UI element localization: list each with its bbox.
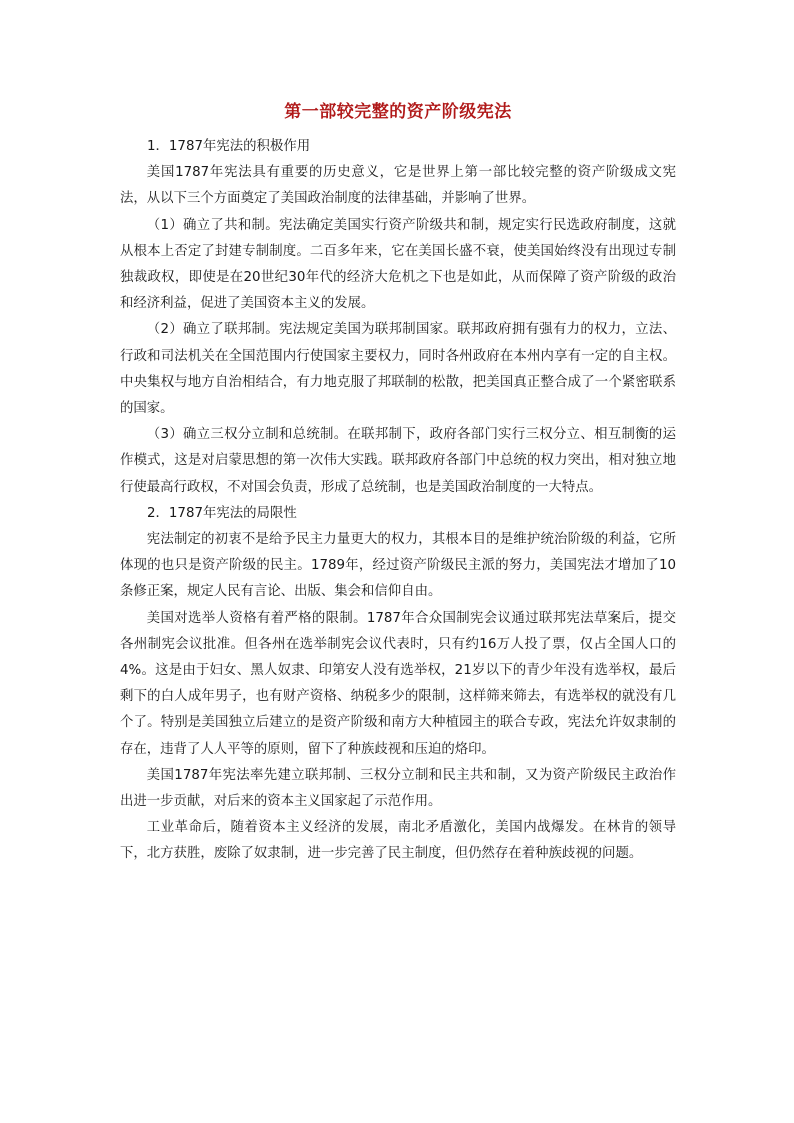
paragraph-limitations: 宪法制定的初衷不是给予民主力量更大的权力，其根本目的是维护统治阶级的利益，它所体现的也只是资产阶级的民主。1789年，经过资产阶级民主派的努力，美国宪法才增加了10条修正案，规定人民有言论、出版、集会和信仰自由。 <box>120 532 676 600</box>
paragraph-intro: 美国1787年宪法具有重要的历史意义，它是世界上第一部比较完整的资产阶级成文宪法，从以下三个方面奠定了美国政治制度的法律基础，并影响了世界。 <box>120 165 676 207</box>
paragraph-voting-restrictions: 美国对选举人资格有着严格的限制。1787年合众国制宪会议通过联邦宪法草案后，提交各州制宪会议批准。但各州在选举制宪会议代表时，只有约16万人投了票，仅占全国人口的4%。这是由于妇女、黑人奴隶、印第安人没有选举权，21岁以下的青少年没有选举权，最后剩下的白人成年男子，也有财产资格、纳税多少的限制，这样筛来筛去，有选举权的就没有几个了。特别是美国独立后建立的是资产阶级和南方大种植园主的联合专政，宪法允许奴隶制的存在，违背了人人平等的原则，留下了种族歧视和压迫的烙印。 <box>120 610 676 757</box>
section-heading-1: 1．1787年宪法的积极作用 <box>147 139 311 154</box>
paragraph-separation-of-powers: （3）确立三权分立制和总统制。在联邦制下，政府各部门实行三权分立、相互制衡的运作模式，这是对启蒙思想的第一次伟大实践。联邦政府各部门中总统的权力突出，相对独立地行使最高行政权，不对国会负责，形成了总统制，也是美国政治制度的一大特点。 <box>120 427 676 495</box>
paragraph-civil-war: 工业革命后，随着资本主义经济的发展，南北矛盾激化，美国内战爆发。在林肯的领导下，北方获胜，废除了奴隶制，进一步完善了民主制度，但仍然存在着种族歧视的问题。 <box>120 820 676 862</box>
section-heading-2: 2．1787年宪法的局限性 <box>147 505 297 521</box>
paragraph-republic: （1）确立了共和制。宪法确定美国实行资产阶级共和制，规定实行民选政府制度，这就从根本上否定了封建专制制度。二百多年来，它在美国长盛不衰，使美国始终没有出现过专制独裁政权，即使是在20世纪30年代的经济大危机之下也是如此，从而保障了资产阶级的政治和经济利益，促进了美国资本主义的发展。 <box>120 217 676 312</box>
paragraph-contribution: 美国1787年宪法率先建立联邦制、三权分立制和民主共和制，又为资产阶级民主政治作出进一步贡献，对后来的资本主义国家起了示范作用。 <box>120 767 676 810</box>
paragraph-federalism: （2）确立了联邦制。宪法规定美国为联邦制国家。联邦政府拥有强有力的权力，立法、行政和司法机关在全国范围内行使国家主要权力，同时各州政府在本州内享有一定的自主权。中央集权与地方自治相结合，有力地克服了邦联制的松散，把美国真正整合成了一个紧密联系的国家。 <box>120 322 676 417</box>
document-title: 第一部较完整的资产阶级宪法 <box>284 102 512 122</box>
document-content <box>120 100 676 868</box>
